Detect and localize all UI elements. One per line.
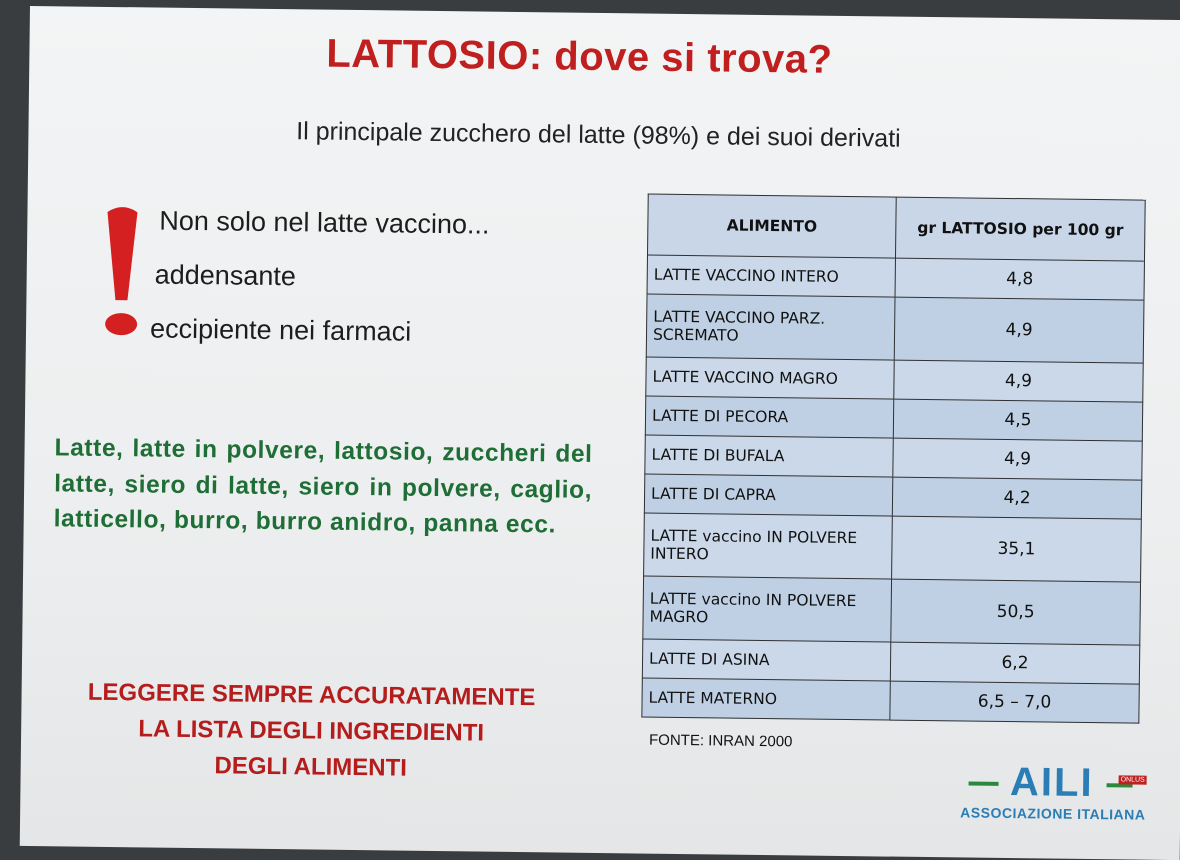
table-row [644, 513, 1142, 582]
food-cell: LATTE VACCINO INTERO [647, 255, 895, 297]
value-cell: 4,9 [894, 360, 1143, 402]
page-subtitle: Il principale zucchero del latte (98%) e dei suoi derivati [296, 117, 901, 153]
note-line: addensante [154, 259, 297, 292]
table-source: FONTE: INRAN 2000 [648, 731, 793, 751]
logo-onlus-badge: ONLUS [1119, 775, 1147, 784]
warning-line: DEGLI ALIMENTI [214, 752, 408, 782]
note-line: eccipiente nei farmaci [149, 313, 412, 347]
exclamation-icon [96, 202, 148, 343]
table-row [645, 435, 1142, 480]
aili-logo [960, 759, 1180, 823]
food-cell: LATTE VACCINO PARZ. SCREMATO [646, 294, 895, 360]
food-cell: LATTE vaccino IN POLVERE MAGRO [643, 576, 892, 642]
table-row [646, 294, 1144, 363]
value-cell: 6,5 – 7,0 [890, 681, 1139, 723]
value-cell: 35,1 [892, 516, 1142, 582]
value-cell: 4,5 [893, 399, 1142, 441]
warning-line: LA LISTA DEGLI INGREDIENTI [138, 715, 485, 747]
page-title: LATTOSIO: dove si trova? [326, 31, 833, 82]
table-row [642, 639, 1139, 684]
warning-message [41, 674, 582, 789]
table-row [646, 357, 1143, 402]
food-cell: LATTE DI PECORA [645, 396, 893, 438]
table-row [642, 678, 1139, 723]
value-cell: 4,8 [895, 258, 1144, 300]
food-cell: LATTE DI ASINA [642, 639, 890, 681]
column-header-lactose: gr LATTOSIO per 100 gr [895, 197, 1145, 261]
value-cell: 50,5 [891, 579, 1141, 645]
value-cell: 4,9 [894, 297, 1144, 363]
food-cell: LATTE VACCINO MAGRO [646, 357, 894, 399]
lactose-table [641, 194, 1145, 724]
slide [20, 6, 1180, 860]
value-cell: 4,9 [893, 438, 1142, 480]
food-cell: LATTE DI BUFALA [645, 435, 893, 477]
note-line: Non solo nel latte vaccino... [159, 205, 490, 240]
logo-mark: AILI [1009, 760, 1094, 806]
logo-subtitle: ASSOCIAZIONE ITALIANA [960, 804, 1146, 823]
table-row [644, 474, 1141, 519]
food-cell: LATTE vaccino IN POLVERE INTERO [644, 513, 893, 579]
food-cell: LATTE MATERNO [642, 678, 890, 720]
table-row [645, 396, 1142, 441]
value-cell: 4,2 [892, 477, 1141, 519]
table-row [647, 255, 1144, 300]
table-row [643, 576, 1141, 645]
warning-line: LEGGERE SEMPRE ACCURATAMENTE [87, 678, 536, 712]
food-cell: LATTE DI CAPRA [644, 474, 892, 516]
value-cell: 6,2 [890, 642, 1139, 684]
ingredients-paragraph: Latte, latte in polvere, lattosio, zuccheri del latte, siero di latte, siero in polvere, caglio, latticello, burro, burro anidro, panna ecc. [53, 434, 593, 539]
column-header-food: ALIMENTO [648, 194, 897, 258]
